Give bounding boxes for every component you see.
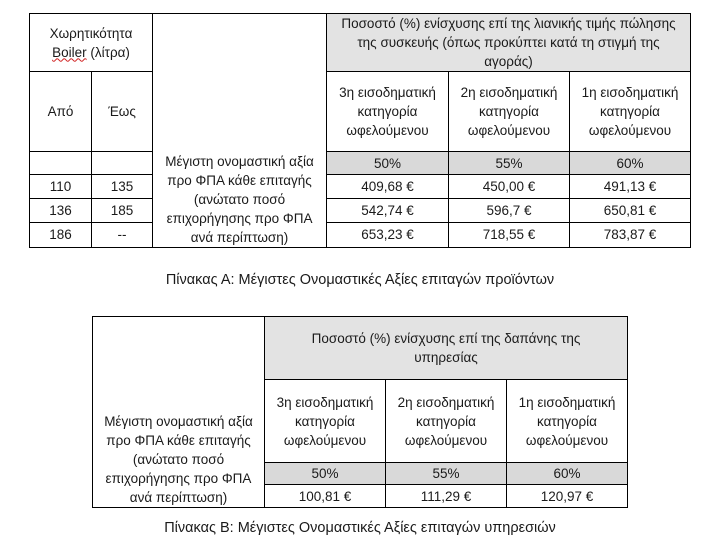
- from-header: Από: [30, 72, 92, 152]
- max-value-label-a: Μέγιστη ονομαστική αξία προ ΦΠΑ κάθε επιταγής (ανώτατο ποσό επιχορήγησης προ ΦΠΑ ανά περίπτωση): [153, 152, 327, 248]
- row-to: 185: [92, 199, 153, 223]
- pct-header-b: Ποσοστό (%) ενίσχυσης επί της δαπάνης της υπηρεσίας: [265, 317, 628, 380]
- row-to: 135: [92, 175, 153, 199]
- table-row: [30, 175, 691, 199]
- caption-a: Πίνακας Α: Μέγιστες Ονομαστικές Αξίες επιταγών προϊόντων: [165, 272, 555, 288]
- max-value-label-b: Μέγιστη ονομαστική αξία προ ΦΠΑ κάθε επιταγής (ανώτατο ποσό επιχορήγησης προ ΦΠΑ ανά περίπτωση): [93, 317, 265, 508]
- row-value: 409,68 €: [327, 175, 449, 199]
- table-row: [30, 199, 691, 223]
- table-b: [92, 316, 628, 508]
- caption-b: Πίνακας Β: Μέγιστες Ονομαστικές Αξίες επιταγών υπηρεσιών: [164, 520, 556, 536]
- boiler-word: Boiler: [52, 44, 87, 60]
- table-a: [29, 13, 691, 248]
- row-value: 596,7 €: [449, 199, 570, 223]
- row-from: 110: [30, 175, 92, 199]
- capacity-header-line1: Χωρητικότητα: [49, 25, 133, 41]
- row-value: 653,23 €: [327, 223, 449, 247]
- row-value: 650,81 €: [570, 199, 691, 223]
- row-value: 783,87 €: [570, 223, 691, 247]
- row-value: 491,13 €: [570, 175, 691, 199]
- capacity-header: [30, 14, 153, 72]
- max-value-header-top: [153, 14, 327, 152]
- pct-60-b: 60%: [507, 463, 628, 485]
- pct-60-a: 60%: [570, 152, 691, 175]
- row-from: 136: [30, 199, 92, 223]
- row-value: 100,81 €: [265, 485, 386, 508]
- category-3-header-b: 3η εισοδηματική κατηγορία ωφελούμενου: [265, 380, 386, 463]
- category-2-header-a: 2η εισοδηματική κατηγορία ωφελούμενου: [449, 72, 570, 152]
- row-value: 718,55 €: [449, 223, 570, 247]
- row-to: --: [92, 223, 153, 247]
- category-3-header-a: 3η εισοδηματική κατηγορία ωφελούμενου: [327, 72, 449, 152]
- pct-spacer-to: [92, 152, 153, 175]
- to-header: Έως: [92, 72, 153, 152]
- row-from: 186: [30, 223, 92, 247]
- row-value: 111,29 €: [386, 485, 507, 508]
- pct-55-a: 55%: [449, 152, 570, 175]
- pct-55-b: 55%: [386, 463, 507, 485]
- pct-spacer-from: [30, 152, 92, 175]
- pct-50-b: 50%: [265, 463, 386, 485]
- table-row: [30, 223, 691, 247]
- pct-50-a: 50%: [327, 152, 449, 175]
- pct-header-a: Ποσοστό (%) ενίσχυσης επί της λιανικής τιμής πώλησης της συσκευής (όπως προκύπτει κατά τη στιγμή της αγοράς): [327, 14, 691, 72]
- capacity-unit: (λίτρα): [86, 44, 130, 60]
- category-1-header-b: 1η εισοδηματική κατηγορία ωφελούμενου: [507, 380, 628, 463]
- row-value: 450,00 €: [449, 175, 570, 199]
- category-2-header-b: 2η εισοδηματική κατηγορία ωφελούμενου: [386, 380, 507, 463]
- row-value: 542,74 €: [327, 199, 449, 223]
- category-1-header-a: 1η εισοδηματική κατηγορία ωφελούμενου: [570, 72, 691, 152]
- row-value: 120,97 €: [507, 485, 628, 508]
